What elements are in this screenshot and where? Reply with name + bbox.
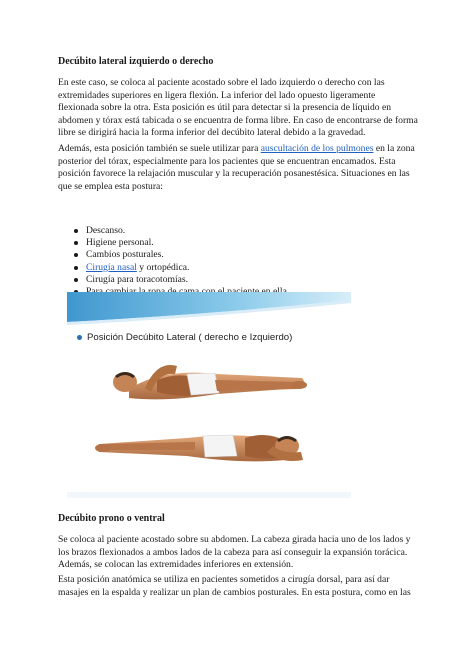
bullet-icon: [74, 241, 78, 245]
list-item: Cirugía para toracotomías.: [58, 274, 418, 286]
list-item: Cirugía nasal y ortopédica.: [58, 262, 418, 274]
lateral-uses-paragraph: Además, esta posición también se suele utilizar para auscultación de los pulmones en la zona posterior del tórax, especialmente para los pacientes que se encuentran encamados. Esta posición favorece la relajación muscular y la recuperación posanestésica. Situaciones en las que se emplea esta postura:: [58, 143, 415, 192]
figure-left-lateral: [95, 435, 303, 461]
bullet-icon: [74, 266, 78, 270]
bullet-icon: [74, 253, 78, 257]
section-heading-prone: Decúbito prono o ventral: [58, 513, 165, 524]
uses-bullet-list: [58, 225, 418, 298]
list-item: Descanso.: [58, 225, 418, 237]
auscultation-link[interactable]: auscultación de los pulmones: [260, 143, 374, 154]
figure-illustration: [67, 292, 351, 498]
figure-caption: Posición Decúbito Lateral ( derecho e Izquierdo): [87, 332, 293, 343]
figure-right-lateral: [113, 365, 307, 399]
nasal-surgery-link[interactable]: Cirugía nasal: [86, 261, 137, 273]
prone-description-paragraph: Se coloca al paciente acostado sobre su abdomen. La cabeza girada hacia uno de los lados y los brazos flexionados a ambos lados de la cabeza para así conseguir la expansión torácica. Además, se colocan las extremidades inferiores en extensión.: [58, 534, 411, 571]
section-heading-lateral: Decúbito lateral izquierdo o derecho: [58, 56, 214, 67]
lateral-description-paragraph: En este caso, se coloca al paciente acostado sobre el lado izquierdo o derecho con las extremidades superiores en ligera flexión. La inferior del lado opuesto ligeramente flexionada sobre la otra. Esta posición es útil para detectar si la presencia de líquido en abdomen y tórax está tabicada o se encuentra de forma libre. En caso de encontrarse de forma libre se dirigirá hacia la forma inferior del decúbito lateral debido a la gravedad.: [58, 77, 418, 139]
lateral-position-figure: [67, 292, 351, 498]
list-item: Higiene personal.: [58, 237, 418, 249]
bullet-icon: [74, 278, 78, 282]
prone-uses-paragraph: Esta posición anatómica se utiliza en pacientes sometidos a cirugía dorsal, para así dar masajes en la espalda y realizar un plan de cambios posturales. En esta postura, como en las: [58, 574, 411, 598]
list-item: Cambios posturales.: [58, 249, 418, 261]
caption-bullet-icon: [77, 335, 82, 340]
bullet-icon: [74, 229, 78, 233]
